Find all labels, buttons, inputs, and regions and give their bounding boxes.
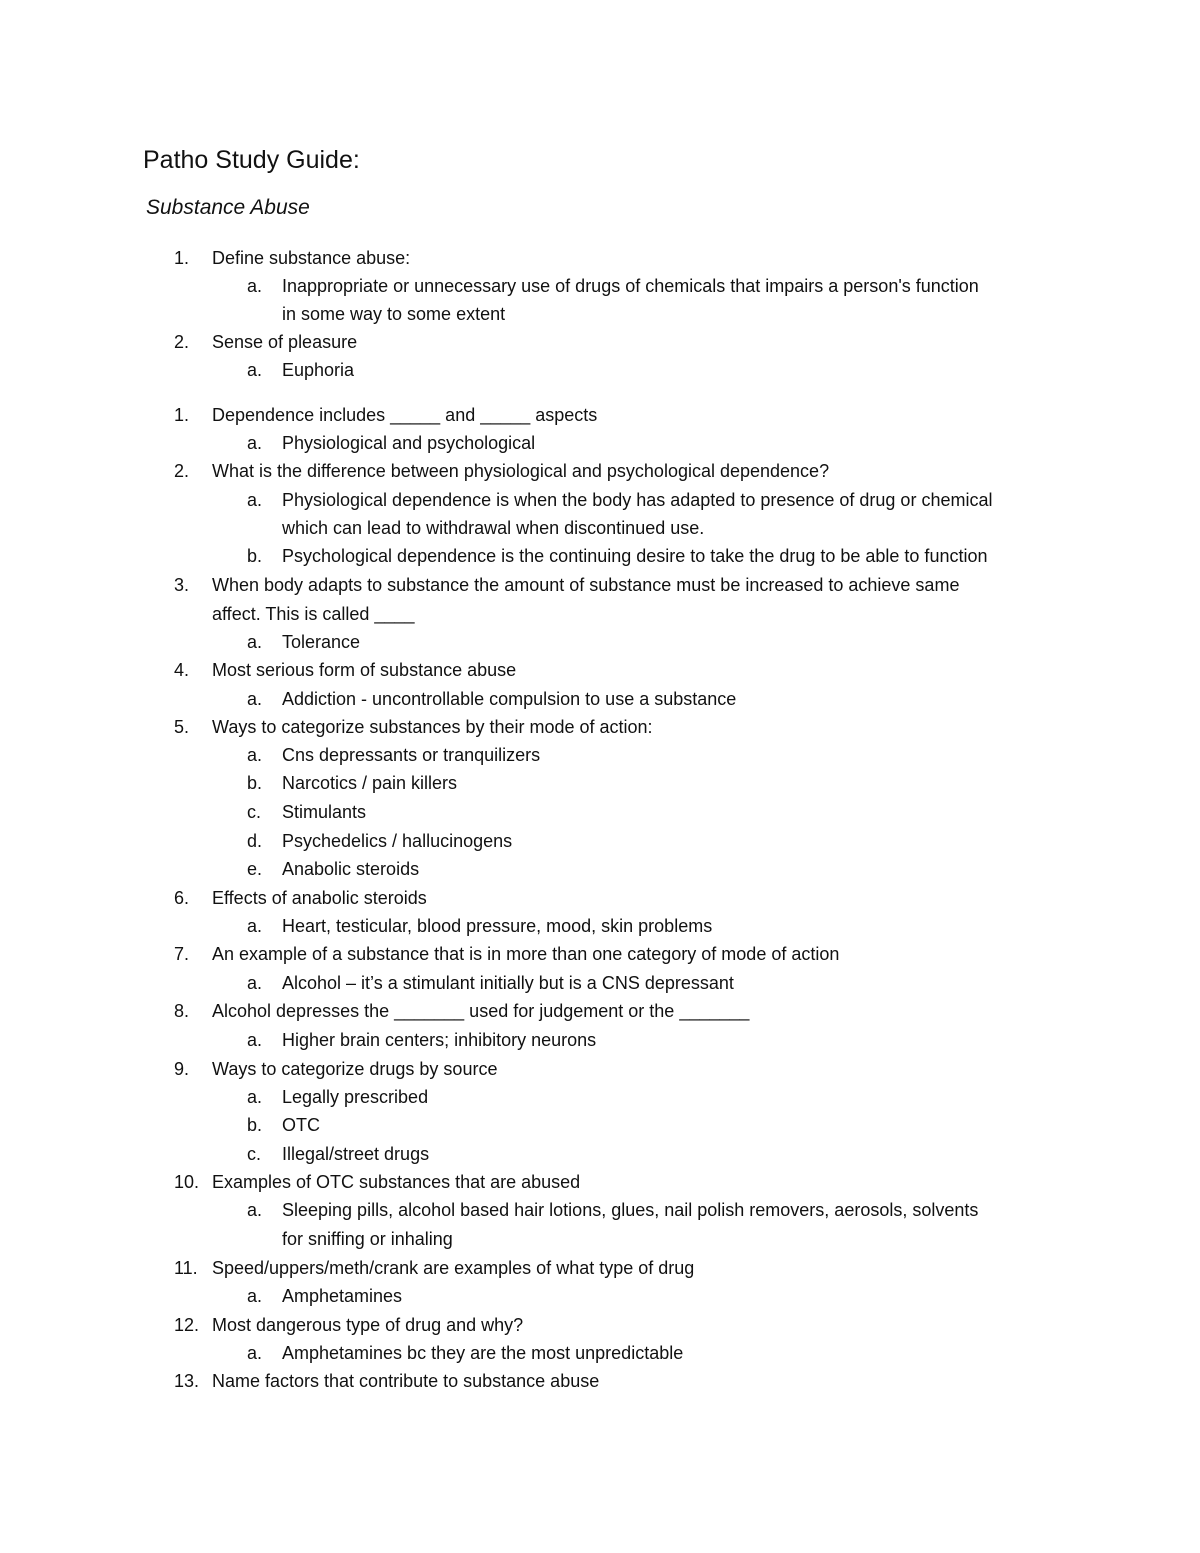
list-marker: e.	[247, 859, 263, 879]
list-text: Cns depressants or tranquilizers	[282, 745, 541, 765]
list-marker: a.	[247, 276, 263, 296]
list-text: When body adapts to substance the amount of substance must be increased to achieve same	[212, 575, 960, 595]
list-text: Name factors that contribute to substance abuse	[212, 1371, 600, 1391]
list-text: What is the difference between physiological and psychological dependence?	[212, 461, 830, 481]
list-marker: 11.	[174, 1258, 198, 1278]
list-marker: a.	[247, 632, 263, 652]
list-text: Most dangerous type of drug and why?	[212, 1315, 524, 1335]
list-marker: a.	[247, 745, 263, 765]
list-text: Ways to categorize drugs by source	[212, 1059, 498, 1079]
list-marker: a.	[247, 1343, 263, 1363]
list-marker: 9.	[174, 1059, 190, 1079]
list-text: Most serious form of substance abuse	[212, 660, 517, 680]
list-text: Anabolic steroids	[282, 859, 420, 879]
list-marker: d.	[247, 831, 263, 851]
list-marker: a.	[247, 1286, 263, 1306]
list-text: Heart, testicular, blood pressure, mood, skin problems	[282, 916, 713, 936]
list-marker: 2.	[174, 332, 190, 352]
list-marker: 13.	[174, 1371, 200, 1391]
list-marker: a.	[247, 689, 263, 709]
list-marker: b.	[247, 546, 263, 566]
list-text: Dependence includes _____ and _____ aspects	[212, 405, 598, 425]
list-marker: 5.	[174, 717, 190, 737]
list-text: Amphetamines bc they are the most unpredictable	[282, 1343, 684, 1363]
list-marker: 1.	[174, 405, 190, 425]
list-text: Examples of OTC substances that are abused	[212, 1172, 581, 1192]
list-marker: a.	[247, 1030, 263, 1050]
list-text: affect. This is called ____	[212, 604, 415, 624]
list-text: which can lead to withdrawal when discontinued use.	[282, 518, 705, 538]
list-text: An example of a substance that is in more than one category of mode of action	[212, 944, 840, 964]
list-marker: a.	[247, 973, 263, 993]
list-text: Effects of anabolic steroids	[212, 888, 427, 908]
list-text: Illegal/street drugs	[282, 1144, 430, 1164]
list-marker: c.	[247, 802, 262, 822]
list-marker: b.	[247, 1115, 263, 1135]
list-text: Ways to categorize substances by their mode of action:	[212, 717, 653, 737]
list-text: Inappropriate or unnecessary use of drugs of chemicals that impairs a person's function	[282, 276, 979, 296]
list-text: Higher brain centers; inhibitory neurons	[282, 1030, 597, 1050]
list-text: Psychological dependence is the continuing desire to take the drug to be able to function	[282, 546, 988, 566]
list-marker: a.	[247, 433, 263, 453]
section-heading: Substance Abuse	[146, 196, 310, 219]
list-text: Narcotics / pain killers	[282, 773, 458, 793]
list-marker: 7.	[174, 944, 190, 964]
list-text: Alcohol depresses the _______ used for judgement or the _______	[212, 1001, 750, 1021]
list-text: Alcohol – it’s a stimulant initially but is a CNS depressant	[282, 973, 734, 993]
list-text: Amphetamines	[282, 1286, 403, 1306]
list-marker: 4.	[174, 660, 190, 680]
list-text: for sniffing or inhaling	[282, 1229, 453, 1249]
list-marker: c.	[247, 1144, 262, 1164]
list-marker: a.	[247, 360, 263, 380]
list-text: Speed/uppers/meth/crank are examples of what type of drug	[212, 1258, 695, 1278]
list-text: Physiological dependence is when the body has adapted to presence of drug or chemical	[282, 490, 993, 510]
list-marker: 2.	[174, 461, 190, 481]
list-marker: 12.	[174, 1315, 200, 1335]
list-text: Define substance abuse:	[212, 248, 411, 268]
list-text: OTC	[282, 1115, 320, 1135]
list-text: Addiction - uncontrollable compulsion to use a substance	[282, 689, 737, 709]
list-marker: 1.	[174, 248, 190, 268]
list-text: Sleeping pills, alcohol based hair lotions, glues, nail polish removers, aerosols, solvents	[282, 1200, 979, 1220]
list-text: in some way to some extent	[282, 304, 506, 324]
list-text: Sense of pleasure	[212, 332, 358, 352]
list-text: Psychedelics / hallucinogens	[282, 831, 513, 851]
list-text: Euphoria	[282, 360, 355, 380]
list-text: Stimulants	[282, 802, 367, 822]
list-marker: b.	[247, 773, 263, 793]
list-text: Legally prescribed	[282, 1087, 429, 1107]
list-marker: 10.	[174, 1172, 200, 1192]
page-title: Patho Study Guide:	[143, 146, 360, 174]
list-text: Tolerance	[282, 632, 361, 652]
list-marker: a.	[247, 490, 263, 510]
list-marker: 8.	[174, 1001, 190, 1021]
list-marker: a.	[247, 1087, 263, 1107]
list-marker: a.	[247, 916, 263, 936]
list-text: Physiological and psychological	[282, 433, 536, 453]
list-marker: a.	[247, 1200, 263, 1220]
list-marker: 6.	[174, 888, 190, 908]
list-marker: 3.	[174, 575, 190, 595]
